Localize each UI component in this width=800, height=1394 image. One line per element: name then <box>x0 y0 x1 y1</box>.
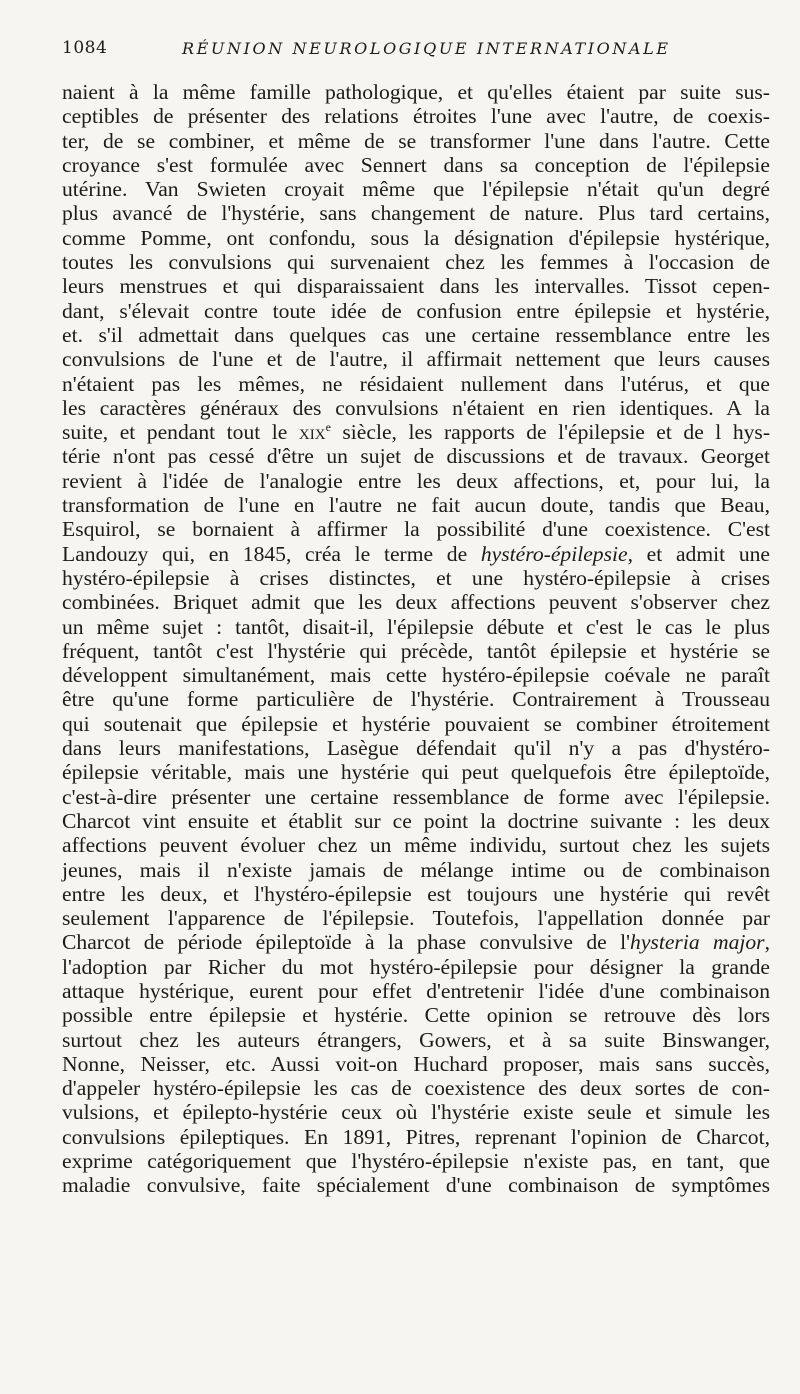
text-line: dant, s'élevait contre toute idée de confusion entre épilepsie et hystérie, <box>62 298 770 323</box>
text-line: seulement l'apparence de l'épilepsie. Toutefois, l'appellation donnée par <box>62 906 770 931</box>
text-line: comme Pomme, ont confondu, sous la désignation d'épilepsie hystérique, <box>62 225 770 250</box>
page-number: 1084 <box>62 38 108 58</box>
century-numeral: xix <box>298 420 326 445</box>
text-segment: Charcot de période épileptoïde à la phase convulsive de l' <box>62 930 631 955</box>
text-line: Nonne, Neisser, etc. Aussi voit-on Huchard proposer, mais sans succès, <box>62 1051 770 1076</box>
text-line: Esquirol, se bornaient à affirmer la possibilité d'une coexistence. C'est <box>62 517 770 542</box>
text-line: fréquent, tantôt c'est l'hystérie qui précède, tantôt épilepsie et hystérie se <box>62 638 770 663</box>
italic-term: hysteria major <box>630 930 765 955</box>
text-line: développent simultanément, mais cette hystéro-épilepsie coévale ne paraît <box>62 663 770 688</box>
text-line: possible entre épilepsie et hystérie. Cette opinion se retrouve dès lors <box>62 1003 770 1028</box>
text-line: combinées. Briquet admit que les deux affections peuvent s'observer chez <box>62 590 770 615</box>
text-line: leurs menstrues et qui disparaissaient dans les intervalles. Tissot cepen- <box>62 274 770 299</box>
text-line: térie n'ont pas cessé d'être un sujet de discussions et de travaux. Georget <box>62 444 770 469</box>
body-paragraph <box>62 80 770 1198</box>
text-line: être qu'une forme particulière de l'hystérie. Contrairement à Trousseau <box>62 687 770 712</box>
text-line: entre les deux, et l'hystéro-épilepsie est toujours une hystérie qui revêt <box>62 881 770 906</box>
text-line: exprime catégoriquement que l'hystéro-épilepsie n'existe pas, en tant, que <box>62 1149 770 1174</box>
text-line: c'est-à-dire présenter une certaine ressemblance de forme avec l'épilepsie. <box>62 784 770 809</box>
text-line: hystéro-épilepsie à crises distinctes, et une hystéro-épilepsie à crises <box>62 565 770 590</box>
text-line: ter, de se combiner, et même de se transformer l'une dans l'autre. Cette <box>62 128 770 153</box>
text-line: Charcot vint ensuite et établit sur ce point la doctrine suivante : les deux <box>62 808 770 833</box>
text-line: toutes les convulsions qui survenaient chez les femmes à l'occasion de <box>62 250 770 275</box>
text-line: transformation de l'une en l'autre ne fait aucun doute, tandis que Beau, <box>62 493 770 518</box>
text-line: maladie convulsive, faite spécialement d'une combinaison de symptômes <box>62 1173 770 1198</box>
running-title: RÉUNION NEUROLOGIQUE INTERNATIONALE <box>182 39 671 58</box>
text-line: convulsions épileptiques. En 1891, Pitres, reprenant l'opinion de Charcot, <box>62 1124 770 1149</box>
text-segment: , et admit une <box>627 541 770 566</box>
text-line <box>62 930 770 954</box>
text-line: un même sujet : tantôt, disait-il, l'épilepsie débute et c'est le cas le plus <box>62 614 770 639</box>
text-line: attaque hystérique, eurent pour effet d'entretenir l'idée d'une combinaison <box>62 978 770 1003</box>
ordinal-superscript: e <box>325 419 331 434</box>
text-line: naient à la même famille pathologique, et qu'elles étaient par suite sus- <box>62 80 770 104</box>
text-line: d'appeler hystéro-épilepsie les cas de coexistence des deux sortes de con- <box>62 1076 770 1101</box>
text-line: vulsions, et épilepto-hystérie ceux où l'hystérie existe seule et simule les <box>62 1100 770 1125</box>
text-line <box>62 542 770 566</box>
text-line: n'étaient pas les mêmes, ne résidaient nullement dans l'utérus, et que <box>62 371 770 396</box>
text-line: dans leurs manifestations, Lasègue défendait qu'il n'y a pas d'hystéro- <box>62 736 770 761</box>
text-line: utérine. Van Swieten croyait même que l'épilepsie n'était qu'un degré <box>62 177 770 202</box>
text-segment: siècle, les rapports de l'épilepsie et de l hys- <box>330 420 771 445</box>
text-line <box>62 420 770 444</box>
text-line: surtout chez les auteurs étrangers, Gowers, et à sa suite Binswanger, <box>62 1027 770 1052</box>
text-line: convulsions de l'une et de l'autre, il affirmait nettement que leurs causes <box>62 347 770 372</box>
text-line: revient à l'idée de l'analogie entre les deux affections, et, pour lui, la <box>62 468 770 493</box>
text-line: affections peuvent évoluer chez un même individu, surtout chez les sujets <box>62 833 770 858</box>
text-line: croyance s'est formulée avec Sennert dans sa conception de l'épilepsie <box>62 152 770 177</box>
italic-term: hystéro-épilepsie <box>480 541 628 566</box>
text-line: jeunes, mais il n'existe jamais de mélange intime ou de combinaison <box>62 857 770 882</box>
text-line: les caractères généraux des convulsions n'étaient en rien identiques. A la <box>62 395 770 420</box>
text-segment: , <box>764 930 770 955</box>
text-line: l'adoption par Richer du mot hystéro-épilepsie pour désigner la grande <box>62 954 770 979</box>
text-segment: Landouzy qui, en 1845, créa le terme de <box>62 541 481 566</box>
text-segment: suite, et pendant tout le <box>62 420 299 445</box>
text-line: plus avancé de l'hystérie, sans changement de nature. Plus tard certains, <box>62 201 770 226</box>
running-header <box>62 38 760 68</box>
text-line: et. s'il admettait dans quelques cas une certaine ressemblance entre les <box>62 322 770 347</box>
text-line: épilepsie véritable, mais une hystérie qui peut quelquefois être épileptoïde, <box>62 760 770 785</box>
text-line: ceptibles de présenter des relations étroites l'une avec l'autre, de coexis- <box>62 104 770 129</box>
text-line: qui soutenait que épilepsie et hystérie pouvaient se combiner étroitement <box>62 711 770 736</box>
